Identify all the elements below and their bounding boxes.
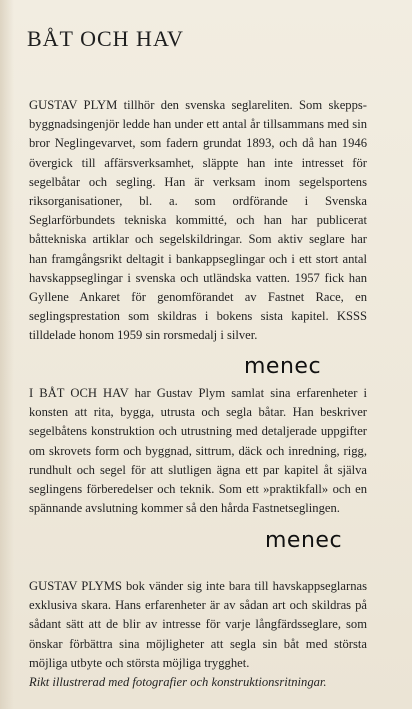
- watermark: menec: [265, 528, 343, 553]
- audience-paragraph: GUSTAV PLYMS bok vänder sig inte bara till havskappseglarnas exklusiva skara. Hans erfarenheter är av sådan art och skildras på sådant sätt att de blir av intresse för varje långfärdsseglare, som önskar förbättra sina möjligheter att segla sin båt med största möjliga utbyte och största möjliga trygghet.: [29, 579, 367, 670]
- watermark: menec: [244, 354, 322, 379]
- book-content-paragraph: I BÅT OCH HAV har Gustav Plym samlat sina erfarenheter i konsten att rita, bygga, utrusta och segla båtar. Han beskriver segelbåtens konstruktion och utrustning med detaljerade uppgifter om skrovets form och byggnad, sittrum, däck och inredning, rigg, rundhult och segel för att slutligen ägna ett par kapitel åt själva seglingens förberedelser och teknik. Som ett »praktikfall» och en spännande avslutning kommer så den hårda Fastnetseglingen.: [29, 386, 367, 516]
- book-title: BÅT OCH HAV: [27, 26, 184, 51]
- illustration-note: Rikt illustrerad med fotografier och konstruktionsritningar.: [29, 675, 327, 689]
- page-edge-shadow: [0, 0, 14, 709]
- author-biography-paragraph: GUSTAV PLYM tillhör den svenska seglareliten. Som skeppsbyggnadsingenjör ledde han under ett antal år tillsammans med sin bror Neglingevarvet, som fadern grundat 1893, och då han 1946 övergick till affärsverksamhet, släppte han inte intresset för segelbåtar och segling. Han är verksam inom segelsportens riksorganisationer, bl. a. som ordförande i Svenska Seglarförbundets tekniska kommitté, och han har publicerat båttekniska artiklar och segelskildringar. Som aktiv seglare har han framgångsrikt deltagit i bankappseglingar och i ett stort antal havskappseglingar i svenska och utländska vatten. 1957 fick han Gyllene Ankaret för genomförandet av Fastnet Race, en seglingsprestation som skildras i bokens sista kapitel. KSSS tilldelade honom 1959 sin rorsmedalj i silver.: [29, 98, 367, 343]
